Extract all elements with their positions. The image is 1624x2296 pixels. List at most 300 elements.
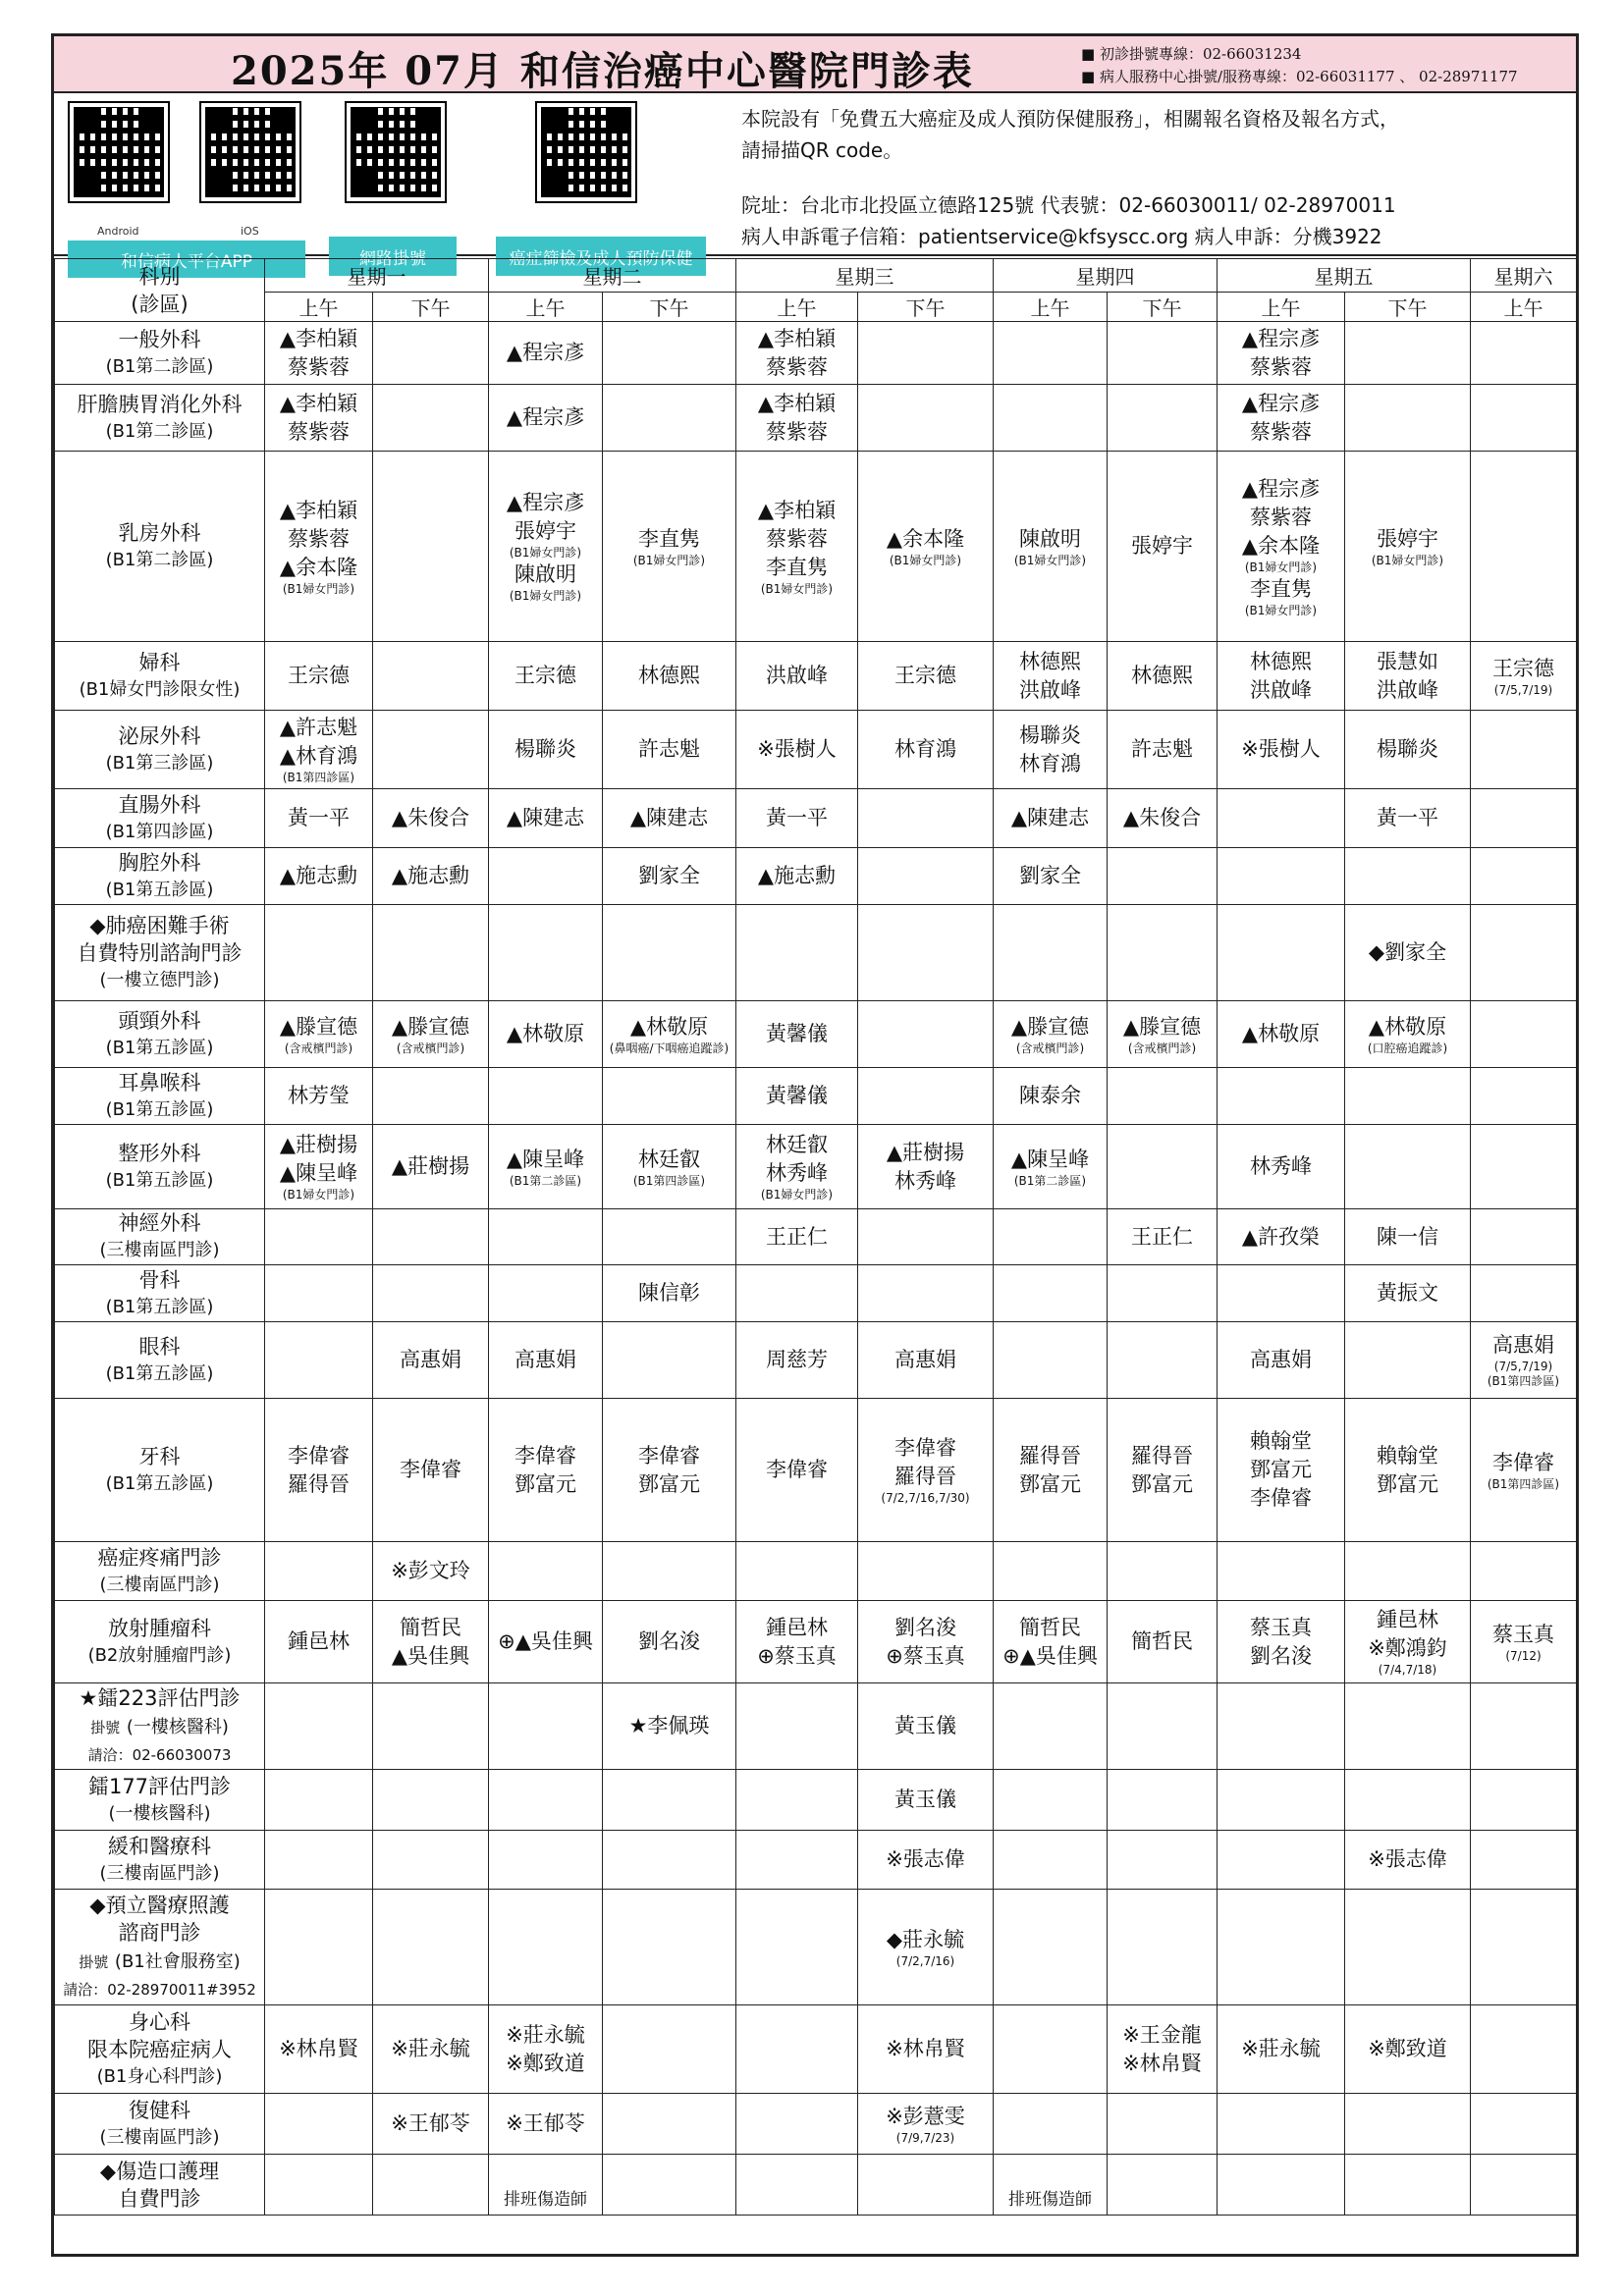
doctor-name: 鄧富元 bbox=[1377, 1471, 1438, 1496]
schedule-cell bbox=[1108, 2005, 1218, 2094]
doctor-name: ⊕蔡玉真 bbox=[757, 1643, 837, 1668]
schedule-cell bbox=[858, 1770, 994, 1831]
schedule-cell bbox=[1218, 711, 1345, 789]
doctor-name: 蔡玉真 bbox=[1492, 1622, 1554, 1646]
doctor-name: ※彭文玲 bbox=[391, 1559, 470, 1582]
doctor-name: 鄧富元 bbox=[1131, 1471, 1193, 1496]
doctor-name: 黃馨儀 bbox=[766, 1084, 828, 1107]
dept-cell bbox=[55, 789, 265, 848]
schedule-cell bbox=[265, 1601, 373, 1683]
online-registration-qr-icon[interactable] bbox=[347, 103, 445, 201]
day-wed: 星期三 bbox=[736, 259, 994, 293]
schedule-cell bbox=[265, 1209, 373, 1265]
schedule-cell bbox=[603, 1068, 736, 1125]
doctor-name: 周慈芳 bbox=[766, 1348, 828, 1371]
clinic-note: (B1婦女門診) bbox=[282, 1188, 355, 1201]
table-row bbox=[55, 1399, 1577, 1542]
dept-cell bbox=[55, 1265, 265, 1322]
schedule-cell bbox=[994, 1265, 1108, 1322]
am-header: 上午 bbox=[994, 293, 1108, 322]
schedule-cell bbox=[603, 905, 736, 1001]
doctor-name: 林德熙 bbox=[1250, 649, 1312, 673]
doctor-name: ◆劉家全 bbox=[1368, 940, 1447, 964]
doctor-name: 黃一平 bbox=[766, 806, 828, 829]
doctor-name: ※張樹人 bbox=[757, 737, 837, 761]
schedule-cell bbox=[489, 905, 603, 1001]
clinic-note: (7/12) bbox=[1505, 1648, 1542, 1663]
schedule-cell bbox=[373, 1209, 489, 1265]
dept-dept: 放射腫瘤科 bbox=[108, 1616, 211, 1640]
schedule-cell bbox=[373, 1890, 489, 2005]
doctor-name: 高惠娟 bbox=[514, 1348, 576, 1371]
schedule-cell bbox=[994, 642, 1108, 711]
dept-cell bbox=[55, 1322, 265, 1399]
doctor-name: ▲滕宣德 bbox=[1122, 1014, 1202, 1039]
doctor-name: 蔡紫蓉 bbox=[288, 526, 350, 551]
doctor-name: 洪啟峰 bbox=[1377, 677, 1438, 702]
schedule-cell bbox=[736, 1125, 858, 1209]
clinic-note: (鼻咽癌/下咽癌追蹤診) bbox=[609, 1041, 730, 1055]
schedule-cell bbox=[1471, 1001, 1577, 1068]
schedule-cell bbox=[858, 2094, 994, 2155]
doctor-name: 李偉睿 bbox=[288, 1443, 350, 1468]
schedule-cell bbox=[1471, 322, 1577, 385]
table-row bbox=[55, 1890, 1577, 2005]
doctor-name: 林秀峰 bbox=[1250, 1154, 1312, 1178]
schedule-cell bbox=[373, 452, 489, 642]
dept-dept: 胸腔外科 bbox=[118, 850, 201, 875]
schedule-cell bbox=[489, 1683, 603, 1770]
schedule-cell bbox=[1218, 1209, 1345, 1265]
dept-cell bbox=[55, 1601, 265, 1683]
doctor-name: 洪啟峰 bbox=[1019, 677, 1081, 702]
doctor-name: 蔡紫蓉 bbox=[766, 354, 828, 379]
schedule-cell bbox=[1218, 1322, 1345, 1399]
schedule-cell bbox=[489, 1209, 603, 1265]
dept-cell bbox=[55, 711, 265, 789]
schedule-cell bbox=[373, 1770, 489, 1831]
table-row bbox=[55, 711, 1577, 789]
schedule-cell bbox=[994, 1890, 1108, 2005]
pm-header: 下午 bbox=[373, 293, 489, 322]
dept-cell bbox=[55, 452, 265, 642]
dept-sub2: 請洽：02-28970011#3952 bbox=[63, 1980, 256, 1999]
doctor-name: ※莊永毓 bbox=[506, 2022, 585, 2047]
doctor-name: 鄧富元 bbox=[1019, 1471, 1081, 1496]
dept-sub: (B1身心科門診) bbox=[96, 2065, 223, 2087]
schedule-cell bbox=[736, 1265, 858, 1322]
doctor-name: 張婷宇 bbox=[514, 519, 576, 543]
schedule-cell bbox=[858, 452, 994, 642]
schedule-cell bbox=[994, 452, 1108, 642]
schedule-cell bbox=[265, 642, 373, 711]
doctor-name: ▲林敬原 bbox=[629, 1014, 709, 1039]
doctor-name: 李直隽 bbox=[638, 526, 700, 551]
table-row bbox=[55, 1322, 1577, 1399]
schedule-cell bbox=[1471, 642, 1577, 711]
dept-dept: 緩和醫療科 bbox=[108, 1834, 211, 1858]
schedule-cell bbox=[265, 1831, 373, 1890]
schedule-cell bbox=[373, 1068, 489, 1125]
schedule-cell bbox=[1345, 711, 1471, 789]
doctor-name: ▲陳呈峰 bbox=[1010, 1147, 1090, 1171]
doctor-name: 陳啟明 bbox=[1019, 526, 1081, 551]
screening-button[interactable]: 癌症篩檢及成人預防保健 bbox=[496, 237, 706, 276]
schedule-cell bbox=[1471, 2005, 1577, 2094]
doctor-name: ▲陳呈峰 bbox=[279, 1161, 358, 1185]
schedule-cell bbox=[1345, 1890, 1471, 2005]
schedule-cell bbox=[603, 385, 736, 452]
schedule-cell bbox=[858, 1322, 994, 1399]
schedule-cell bbox=[858, 2155, 994, 2216]
doctor-name: ▲滕宣德 bbox=[279, 1014, 358, 1039]
online-registration-button[interactable]: 網路掛號 bbox=[329, 237, 457, 276]
clinic-note: (B1第二診區) bbox=[509, 1173, 582, 1188]
schedule-cell bbox=[1471, 2155, 1577, 2216]
doctor-name: 劉家全 bbox=[1019, 864, 1081, 887]
doctor-name: 林秀峰 bbox=[894, 1168, 956, 1193]
schedule-cell bbox=[736, 2094, 858, 2155]
doctor-name: ▲施志勳 bbox=[757, 864, 837, 887]
doctor-name: 排班傷造師 bbox=[504, 2190, 587, 2210]
dept-sub: (B1第二診區) bbox=[105, 355, 214, 377]
schedule-cell bbox=[373, 1125, 489, 1209]
table-row bbox=[55, 1542, 1577, 1601]
schedule-cell bbox=[858, 1399, 994, 1542]
schedule-cell bbox=[265, 322, 373, 385]
doctor-name: 張慧如 bbox=[1377, 649, 1438, 673]
schedule-cell bbox=[373, 1683, 489, 1770]
schedule-cell bbox=[994, 1831, 1108, 1890]
clinic-note: (B1第二診區) bbox=[1013, 1173, 1087, 1188]
schedule-cell bbox=[489, 848, 603, 905]
doctor-name: ▲莊樹揚 bbox=[391, 1154, 470, 1178]
dept-dept: 直腸外科 bbox=[118, 792, 201, 817]
dept-dept2: 自費特別諮詢門診 bbox=[77, 940, 243, 965]
dept-dept: 婦科 bbox=[138, 650, 181, 674]
clinic-note: (B1婦女門診) bbox=[509, 546, 582, 560]
schedule-cell bbox=[1218, 322, 1345, 385]
doctor-name: ※林帛賢 bbox=[279, 2037, 358, 2060]
am-header: 上午 bbox=[1471, 293, 1577, 322]
schedule-cell bbox=[1471, 1322, 1577, 1399]
doctor-name: 李偉睿 bbox=[400, 1458, 461, 1481]
schedule-cell bbox=[1471, 848, 1577, 905]
schedule-cell bbox=[994, 1399, 1108, 1542]
doctor-name: 鍾邑林 bbox=[1377, 1608, 1438, 1631]
service-hotline: ■ 病人服務中心掛號/服務專線：02-66031177 、 02-28971177 bbox=[1081, 68, 1518, 85]
doctor-name: 賴翰堂 bbox=[1377, 1443, 1438, 1468]
doctor-name: ▲李柏穎 bbox=[279, 498, 358, 522]
doctor-name: ▲林敬原 bbox=[1241, 1022, 1321, 1045]
doctor-name: 王正仁 bbox=[1131, 1224, 1193, 1249]
doctor-name: 張婷宇 bbox=[1131, 534, 1193, 558]
schedule-cell bbox=[265, 848, 373, 905]
doctor-name: 蔡紫蓉 bbox=[288, 354, 350, 379]
doctor-name: ▲陳建志 bbox=[506, 806, 585, 829]
schedule-cell bbox=[265, 1399, 373, 1542]
schedule-cell bbox=[373, 905, 489, 1001]
doctor-name: ▲程宗彥 bbox=[1241, 326, 1321, 350]
schedule-cell bbox=[994, 1322, 1108, 1399]
schedule-cell bbox=[373, 385, 489, 452]
schedule-cell bbox=[736, 1601, 858, 1683]
doctor-name: 鍾邑林 bbox=[288, 1629, 350, 1653]
schedule-cell bbox=[1345, 1601, 1471, 1683]
dept-dept: 身心科 bbox=[129, 2009, 190, 2034]
android-qr-icon[interactable] bbox=[70, 103, 168, 201]
doctor-name: 陳泰余 bbox=[1019, 1084, 1081, 1107]
schedule-cell bbox=[1345, 789, 1471, 848]
doctor-name: 黃玉儀 bbox=[894, 1714, 956, 1737]
schedule-cell bbox=[603, 1001, 736, 1068]
schedule-cell bbox=[858, 2005, 994, 2094]
schedule-cell bbox=[858, 1890, 994, 2005]
schedule-cell bbox=[1108, 711, 1218, 789]
clinic-note: (口腔癌追蹤診) bbox=[1367, 1041, 1448, 1055]
doctor-name: 林秀峰 bbox=[766, 1161, 828, 1185]
dept-sub: (B1社會服務室) bbox=[114, 1950, 241, 1972]
doctor-name: 林育鴻 bbox=[1019, 751, 1081, 775]
schedule-cell bbox=[1108, 1399, 1218, 1542]
schedule-cell bbox=[265, 789, 373, 848]
schedule-cell bbox=[994, 2155, 1108, 2216]
schedule-cell bbox=[373, 789, 489, 848]
schedule-cell bbox=[603, 642, 736, 711]
schedule-cell bbox=[373, 322, 489, 385]
schedule-cell bbox=[1345, 1322, 1471, 1399]
doctor-name: 李直隽 bbox=[1250, 576, 1312, 601]
schedule-cell bbox=[1108, 1265, 1218, 1322]
table-row bbox=[55, 848, 1577, 905]
schedule-cell bbox=[265, 2005, 373, 2094]
dept-dept: 牙科 bbox=[138, 1444, 181, 1468]
schedule-cell bbox=[1218, 2155, 1345, 2216]
dept-dept: ◆傷造口護理 bbox=[99, 2159, 220, 2183]
doctor-name: 羅得晉 bbox=[1131, 1443, 1193, 1468]
doctor-name: ▲程宗彥 bbox=[506, 341, 585, 364]
schedule-cell bbox=[603, 711, 736, 789]
schedule-cell bbox=[1471, 1068, 1577, 1125]
dept-cell bbox=[55, 1125, 265, 1209]
schedule-cell bbox=[603, 452, 736, 642]
doctor-name: 黃馨儀 bbox=[766, 1022, 828, 1045]
dept-cell bbox=[55, 1209, 265, 1265]
schedule-cell bbox=[1108, 1601, 1218, 1683]
dept-cell bbox=[55, 1001, 265, 1068]
table-row bbox=[55, 789, 1577, 848]
schedule-cell bbox=[265, 2155, 373, 2216]
schedule-cell bbox=[994, 1770, 1108, 1831]
schedule-cell bbox=[1345, 2155, 1471, 2216]
doctor-name: ▲陳呈峰 bbox=[506, 1147, 585, 1171]
doctor-name: 羅得晉 bbox=[894, 1465, 956, 1488]
doctor-name: ※莊永毓 bbox=[391, 2037, 470, 2060]
schedule-cell bbox=[858, 1265, 994, 1322]
schedule-cell bbox=[265, 1001, 373, 1068]
dept-dept: 神經外科 bbox=[118, 1211, 201, 1235]
dept-cell bbox=[55, 1068, 265, 1125]
dept-dept: 肝膽胰胃消化外科 bbox=[77, 392, 243, 416]
schedule-cell bbox=[994, 711, 1108, 789]
clinic-note: (B1第四診區) bbox=[632, 1173, 706, 1188]
doctor-name: 黃一平 bbox=[288, 806, 350, 829]
dept-dept2: 諮商門診 bbox=[118, 1920, 201, 1945]
doctor-name: 賴翰堂 bbox=[1250, 1429, 1312, 1453]
schedule-cell bbox=[736, 1831, 858, 1890]
doctor-name: ※王金龍 bbox=[1122, 2022, 1202, 2047]
dept-cell bbox=[55, 1399, 265, 1542]
registration-prefix: 掛號 bbox=[79, 1952, 109, 1971]
doctor-name: 簡哲民 bbox=[1019, 1615, 1081, 1639]
schedule-cell bbox=[1345, 642, 1471, 711]
doctor-name: 林芳瑩 bbox=[288, 1084, 350, 1107]
schedule-cell bbox=[1471, 1683, 1577, 1770]
clinic-note: (B1婦女門診) bbox=[760, 1188, 834, 1201]
doctor-name: 羅得晉 bbox=[1019, 1443, 1081, 1468]
schedule-cell bbox=[489, 711, 603, 789]
schedule-cell bbox=[1108, 322, 1218, 385]
doctor-name: 李偉睿 bbox=[766, 1458, 828, 1481]
dept-cell bbox=[55, 1890, 265, 2005]
schedule-cell bbox=[1218, 1683, 1345, 1770]
table-row bbox=[55, 1001, 1577, 1068]
dept-sub: (B1婦女門診限女性) bbox=[79, 678, 241, 700]
schedule-cell bbox=[603, 2005, 736, 2094]
hotline-info bbox=[1081, 43, 1518, 88]
schedule-cell bbox=[265, 1770, 373, 1831]
doctor-name: ▲朱俊合 bbox=[391, 806, 470, 829]
day-fri: 星期五 bbox=[1218, 259, 1471, 293]
schedule-cell bbox=[858, 1683, 994, 1770]
schedule-cell bbox=[1471, 1831, 1577, 1890]
doctor-name: ※林帛賢 bbox=[1122, 2051, 1202, 2075]
schedule-cell bbox=[1345, 1125, 1471, 1209]
clinic-note: (B1婦女門診) bbox=[1244, 603, 1318, 617]
schedule-cell bbox=[1108, 1831, 1218, 1890]
doctor-name: ▲李柏穎 bbox=[279, 326, 358, 350]
first-visit-hotline: ■ 初診掛號專線：02-66031234 bbox=[1081, 45, 1302, 63]
dept-cell bbox=[55, 1542, 265, 1601]
schedule-cell bbox=[1471, 385, 1577, 452]
schedule-cell bbox=[1218, 1770, 1345, 1831]
schedule-cell bbox=[858, 1601, 994, 1683]
schedule-table bbox=[54, 258, 1577, 2216]
schedule-cell bbox=[736, 1209, 858, 1265]
schedule-cell bbox=[736, 452, 858, 642]
doctor-name: ※張樹人 bbox=[1241, 737, 1321, 761]
doctor-name: ▲朱俊合 bbox=[1122, 806, 1202, 829]
hospital-info bbox=[741, 103, 1399, 252]
doctor-name: ▲滕宣德 bbox=[391, 1014, 470, 1039]
schedule-cell bbox=[489, 452, 603, 642]
doctor-name: 簡哲民 bbox=[1131, 1629, 1193, 1653]
doctor-name: ▲李柏穎 bbox=[279, 391, 358, 415]
schedule-cell bbox=[1108, 848, 1218, 905]
half-day-header-row bbox=[55, 293, 1577, 322]
day-sat: 星期六 bbox=[1471, 259, 1577, 293]
schedule-cell bbox=[994, 789, 1108, 848]
dept-dept: 骨科 bbox=[138, 1267, 181, 1292]
schedule-cell bbox=[489, 1890, 603, 2005]
dept-sub: (三樓南區門診) bbox=[99, 1240, 220, 1260]
schedule-cell bbox=[1218, 789, 1345, 848]
clinic-note: (含戒檳門診) bbox=[396, 1041, 465, 1055]
schedule-cell bbox=[373, 2094, 489, 2155]
dept-dept: ◆預立醫療照護 bbox=[89, 1893, 230, 1917]
doctor-name: 林德熙 bbox=[1019, 649, 1081, 673]
dept-sub: (一樓立德門診) bbox=[99, 969, 220, 990]
doctor-name: ※張志偉 bbox=[1368, 1847, 1447, 1871]
schedule-cell bbox=[1345, 1683, 1471, 1770]
doctor-name: ▲莊樹揚 bbox=[279, 1133, 358, 1156]
table-row bbox=[55, 322, 1577, 385]
dept-dept: 耳鼻喉科 bbox=[118, 1070, 201, 1095]
dept-dept: 頭頸外科 bbox=[118, 1008, 201, 1033]
schedule-cell bbox=[858, 1831, 994, 1890]
doctor-name: 高惠娟 bbox=[1492, 1333, 1554, 1357]
schedule-cell bbox=[265, 385, 373, 452]
clinic-note: (7/2,7/16,7/30) bbox=[881, 1491, 970, 1505]
schedule-cell bbox=[1218, 1068, 1345, 1125]
schedule-cell bbox=[1108, 642, 1218, 711]
dept-sub: (B1第三診區) bbox=[105, 752, 214, 774]
schedule-cell bbox=[994, 1209, 1108, 1265]
dept-header: 科別 (診區) bbox=[55, 259, 265, 322]
complaint-line: 病人申訴電子信箱：patientservice@kfsyscc.org 病人申訴：分機3922 bbox=[741, 225, 1382, 248]
doctor-name: 王宗德 bbox=[1492, 656, 1554, 680]
schedule-cell bbox=[1218, 385, 1345, 452]
schedule-cell bbox=[858, 711, 994, 789]
dept-sub: (B1第二診區) bbox=[105, 549, 214, 570]
doctor-name: ▲程宗彥 bbox=[506, 405, 585, 429]
ios-qr-icon[interactable] bbox=[201, 103, 299, 201]
schedule-cell bbox=[373, 2155, 489, 2216]
table-row bbox=[55, 1068, 1577, 1125]
clinic-note: (含戒檳門診) bbox=[1127, 1041, 1197, 1055]
clinic-note: (7/9,7/23) bbox=[895, 2130, 955, 2145]
schedule-cell bbox=[994, 848, 1108, 905]
schedule-cell bbox=[858, 848, 994, 905]
table-row bbox=[55, 385, 1577, 452]
schedule-cell bbox=[489, 1322, 603, 1399]
doctor-name: ※莊永毓 bbox=[1241, 2037, 1321, 2060]
schedule-cell bbox=[994, 1125, 1108, 1209]
schedule-cell bbox=[373, 1831, 489, 1890]
doctor-name: ▲余本隆 bbox=[1241, 533, 1321, 558]
schedule-cell bbox=[1345, 322, 1471, 385]
schedule-cell bbox=[1345, 848, 1471, 905]
schedule-cell bbox=[603, 322, 736, 385]
clinic-note: (B1婦女門診) bbox=[509, 589, 582, 603]
clinic-note: (B1婦女門診) bbox=[282, 581, 355, 596]
clinic-note: (B1婦女門診) bbox=[760, 581, 834, 596]
schedule-cell bbox=[858, 642, 994, 711]
dept-sub: (三樓南區門診) bbox=[99, 2126, 220, 2148]
schedule-cell bbox=[603, 789, 736, 848]
dept-sub: (三樓南區門診) bbox=[99, 1862, 220, 1884]
schedule-cell bbox=[994, 905, 1108, 1001]
app-platform-button[interactable]: 和信病人平台APP bbox=[68, 240, 305, 278]
schedule-cell bbox=[489, 322, 603, 385]
screening-qr-icon[interactable] bbox=[537, 103, 635, 201]
doctor-name: 許志魁 bbox=[638, 737, 700, 761]
doctor-name: 許志魁 bbox=[1131, 737, 1193, 761]
schedule-cell bbox=[489, 1068, 603, 1125]
doctor-name: ⊕▲吳佳興 bbox=[498, 1629, 593, 1653]
schedule-cell bbox=[994, 1601, 1108, 1683]
schedule-cell bbox=[736, 905, 858, 1001]
